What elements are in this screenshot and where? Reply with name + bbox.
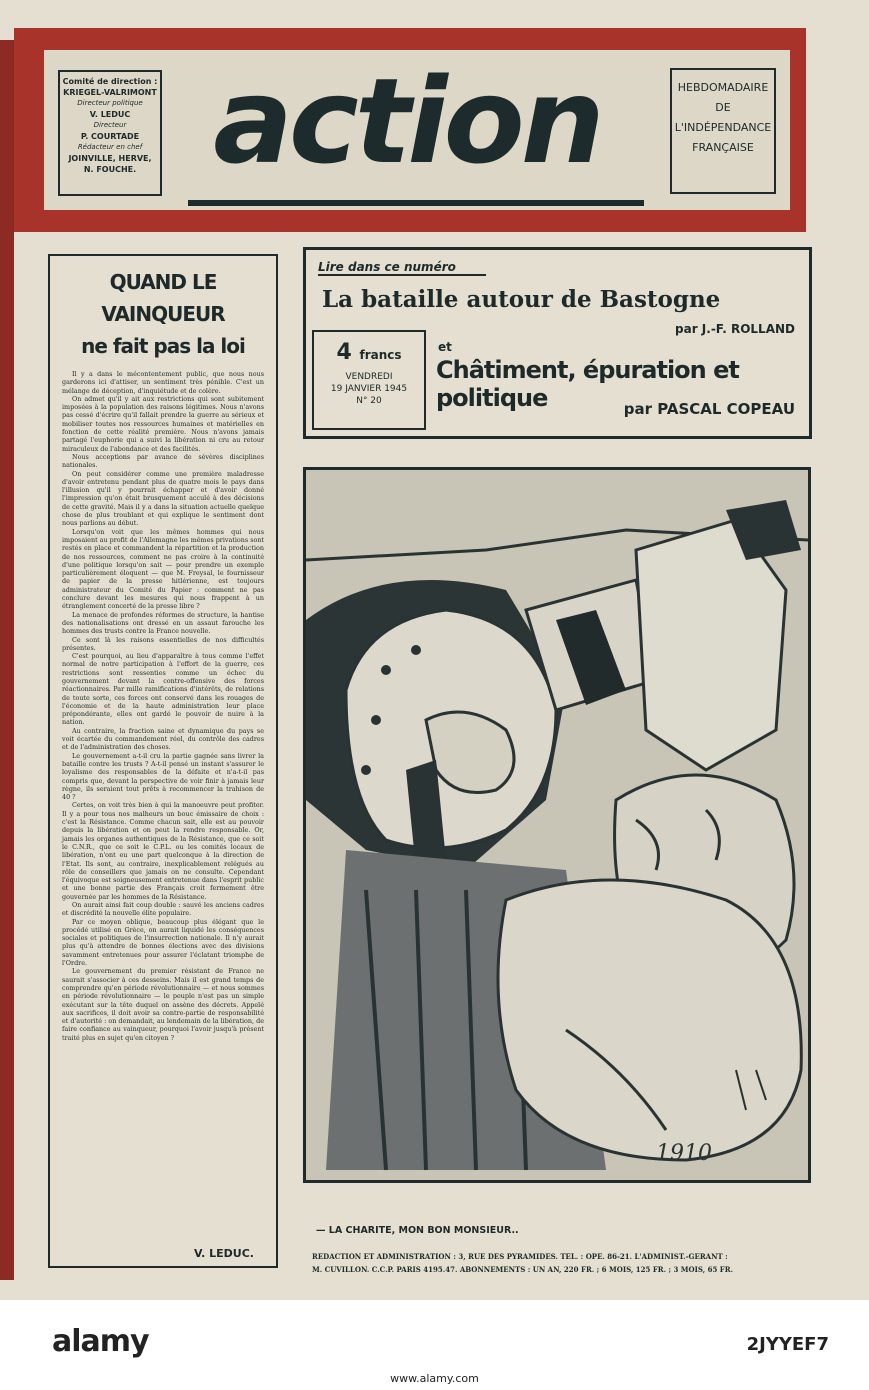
tagline-line: DE: [715, 101, 731, 114]
alamy-logo: alamy: [52, 1324, 149, 1359]
article2-byline: par PASCAL COPEAU: [623, 400, 795, 418]
editorial-column: [48, 254, 278, 1268]
image-id: 2JYYEF7: [746, 1334, 829, 1355]
binding-edge: [0, 40, 14, 1280]
site-url: www.alamy.com: [390, 1372, 479, 1385]
article1-title: La bataille autour de Bastogne: [322, 286, 721, 313]
editorial-paragraph: Le gouvernement a-t-il cru la partie gagnée sans livrer la bataille contre les trusts ? A-t-il pensé un instant s'assurer le loyalisme des responsables de la défaite et n'a-t-il pas compris que, devant la perspective de voir finir à jamais leur règne, ils seraient tout prêts à recommencer la trahison de 40 ?: [62, 751, 264, 802]
editorial-paragraph: La menace de profondes réformes de structure, la hantise des nationalisations ont dressé en un assaut farouche les hommes des trusts contre la France nouvelle.: [62, 610, 264, 636]
masthead-panel: [44, 50, 790, 210]
cartoon-illustration: [303, 467, 811, 1183]
editorial-paragraph: Nous acceptions par avance de sévères disciplines nationales.: [62, 452, 264, 470]
editorial-paragraph: On admet qu'il y ait aux restrictions qui sont subitement imposées à la population des raisons légitimes. Nous n'avons pas cessé d'écrire qu'il fallait prendre la guerre au sérieux et mobiliser toutes nos ressources humaines et matérielles en fonction de cette réalité première. Nous n'avons jamais partagé l'euphorie qui a suivi la libération ni cru au retour miraculeux de l'abondance et des facilités.: [62, 394, 264, 453]
newspaper-title: action: [213, 52, 601, 190]
masthead: [14, 28, 806, 232]
price: [314, 340, 424, 365]
editorial-paragraph: Au contraire, la fraction saine et dynamique du pays se voit écartée du commandement réel, du contrôle des cadres et de l'administration des choses.: [62, 726, 264, 752]
article1-byline: par J.-F. ROLLAND: [675, 322, 795, 336]
price-box: [312, 330, 426, 430]
editorial-signature: V. LEDUC.: [194, 1247, 254, 1260]
editorial-paragraph: Certes, on voit très bien à qui la manoeuvre peut profiter. Il y a pour tous nos malheurs un bouc émissaire de choix : c'est la Résistance. Comme chacun sait, elle est au pouvoir depuis la libération et on peut la rendre responsable. Or, jamais les organes authentiques de la Résistance, que ce soit le C.N.R., que ce soit le C.P.L. ou les comités locaux de libération, n'ont eu une part quelconque à la direction de l'Etat. Ils sont, au contraire, inexplicablement relégués au rôle de conseillers que jamais on ne consulte. Cependant l'équivoque est soigneusement entretenue dans l'esprit public et une bonne partie des Français croit fermement être gouvernée par les hommes de la Résistance.: [62, 801, 264, 901]
stock-photo-bar: [0, 1300, 869, 1390]
footer-line1: REDACTION ET ADMINISTRATION : 3, RUE DES PYRAMIDES. TEL. : OPE. 86-21. L'ADMINIST.-GERANT :: [312, 1252, 728, 1261]
editorial-body: [50, 370, 276, 1042]
committee-name: V. LEDUC: [89, 110, 131, 119]
editorial-paragraph: On peut considérer comme une première maladresse d'avoir entretenu pendant plus de quatre mois le pays dans l'illusion qu'il y pourrait échapper et d'avoir donné l'impression qu'on était brusquement acculé à des décisions de cette gravité. Mais il y a dans la situation actuelle quelque chose de plus troublant et qui explique le sentiment dont nous parlions au début.: [62, 469, 264, 528]
publication-footer: [312, 1250, 810, 1276]
editorial-paragraph: Il y a dans le mécontentement public, que nous nous garderons ici d'attiser, un sentiment très pénible. C'est un mélange de déception, d'inquiétude et de colère.: [62, 370, 264, 395]
committee-role: Rédacteur en chef: [77, 143, 143, 151]
tagline-box: [670, 68, 776, 194]
editorial-paragraph: Par ce moyen oblique, beaucoup plus élégant que le procédé utilisé en Grèce, on aurait liquidé les conséquences sociales et politiques de l'insurrection nationale. Il n'y aurait plus qu'à attendre de bonnes élections avec des divisions savamment entretenues pour assurer l'éclatant triomphe de l'Ordre.: [62, 917, 264, 968]
committee-name: JOINVILLE, HERVE,: [68, 154, 152, 163]
committee-name: P. COURTADE: [80, 132, 140, 141]
price-number: 4: [336, 340, 352, 365]
issue-teaser-box: [303, 247, 812, 439]
conjunction: et: [438, 340, 452, 354]
editorial-title-line2: ne fait pas la loi: [81, 334, 245, 358]
committee-name: N. FOUCHE.: [83, 165, 137, 174]
issue-full-date: 19 JANVIER 1945: [330, 384, 408, 394]
price-unit: francs: [359, 348, 402, 362]
editorial-title: [50, 266, 276, 362]
committee-role: Directeur: [93, 121, 127, 129]
cartoon-signature: 1910: [656, 1141, 712, 1166]
cartoon-drawing: [306, 470, 808, 1180]
tagline-line: FRANÇAISE: [692, 141, 754, 154]
issue-date: [314, 371, 424, 407]
tagline-line: HEBDOMADAIRE: [677, 81, 769, 94]
editorial-paragraph: Ce sont là les raisons essentielles de nos difficultés présentes.: [62, 635, 264, 652]
committee-box: [58, 70, 162, 196]
committee-name: KRIEGEL-VALRIMONT: [63, 88, 157, 97]
editorial-paragraph: Le gouvernement du premier résistant de France ne saurait s'associer à ces desseins. Mais il est grand temps de comprendre qu'en période révolutionnaire — et nous sommes en période révolutionnaire — le peuple n'est pas un simple exécutant sur la tête duquel on assène des décrets. Appelé aux sacrifices, il doit avoir sa contre-partie de responsabilité et d'autorité : on demandait, au lendemain de la libération, de faire confiance au vainqueur, pourquoi l'avoir jusqu'à présent traité plus en sujet qu'en citoyen ?: [62, 967, 264, 1042]
editorial-paragraph: C'est pourquoi, au lieu d'apparaître à tous comme l'effet normal de notre participation à l'effort de la guerre, ces restrictions sont ressenties comme un échec du gouvernement devant la contre-offensive des forces réactionnaires. Par mille ramifications d'intérêts, de relations de toute sorte, ces forces ont conservé dans les rouages de l'économie et de la haute administration leur place prépondérante, elles ont gardé le pouvoir de nuire à la nation.: [62, 652, 264, 727]
article2-title: Châtiment, épuration et politique: [436, 356, 739, 412]
footer-line2: M. CUVILLON. C.C.P. PARIS 4195.47. ABONNEMENTS : UN AN, 220 FR. ; 6 MOIS, 125 FR. ; 3 MOIS, 65 FR.: [312, 1265, 734, 1274]
committee-heading: Comité de direction :: [62, 77, 158, 86]
teaser-label: Lire dans ce numéro: [318, 260, 486, 276]
committee-role: Directeur politique: [77, 99, 143, 107]
cartoon-caption: — LA CHARITE, MON BON MONSIEUR..: [316, 1225, 519, 1236]
issue-day: VENDREDI: [345, 372, 393, 382]
issue-number: N° 20: [356, 396, 382, 406]
editorial-paragraph: Lorsqu'on voit que les mêmes hommes qui nous imposaient au profit de l'Allemagne les mêmes privations sont restés en place et commandent la répartition et la production de nos ressources, comment ne pas croire à la continuité d'une politique lorsqu'on sait — pour prendre un exemple particulièrement éloquent — que M. Freysal, le fournisseur de papier de la presse hitlérienne, est toujours administrateur du Comité du Papier : comment ne pas conclure devant les mesures qui nous frappent à un étranglement concerté de la presse libre ?: [62, 527, 265, 611]
editorial-title-line1: QUAND LE VAINQUEUR: [101, 270, 225, 326]
title-rule: [188, 200, 644, 206]
editorial-paragraph: On aurait ainsi fait coup double : sauvé les anciens cadres et discrédité la nouvelle élite populaire.: [62, 901, 264, 918]
tagline-line: L'INDÉPENDANCE: [674, 121, 772, 134]
